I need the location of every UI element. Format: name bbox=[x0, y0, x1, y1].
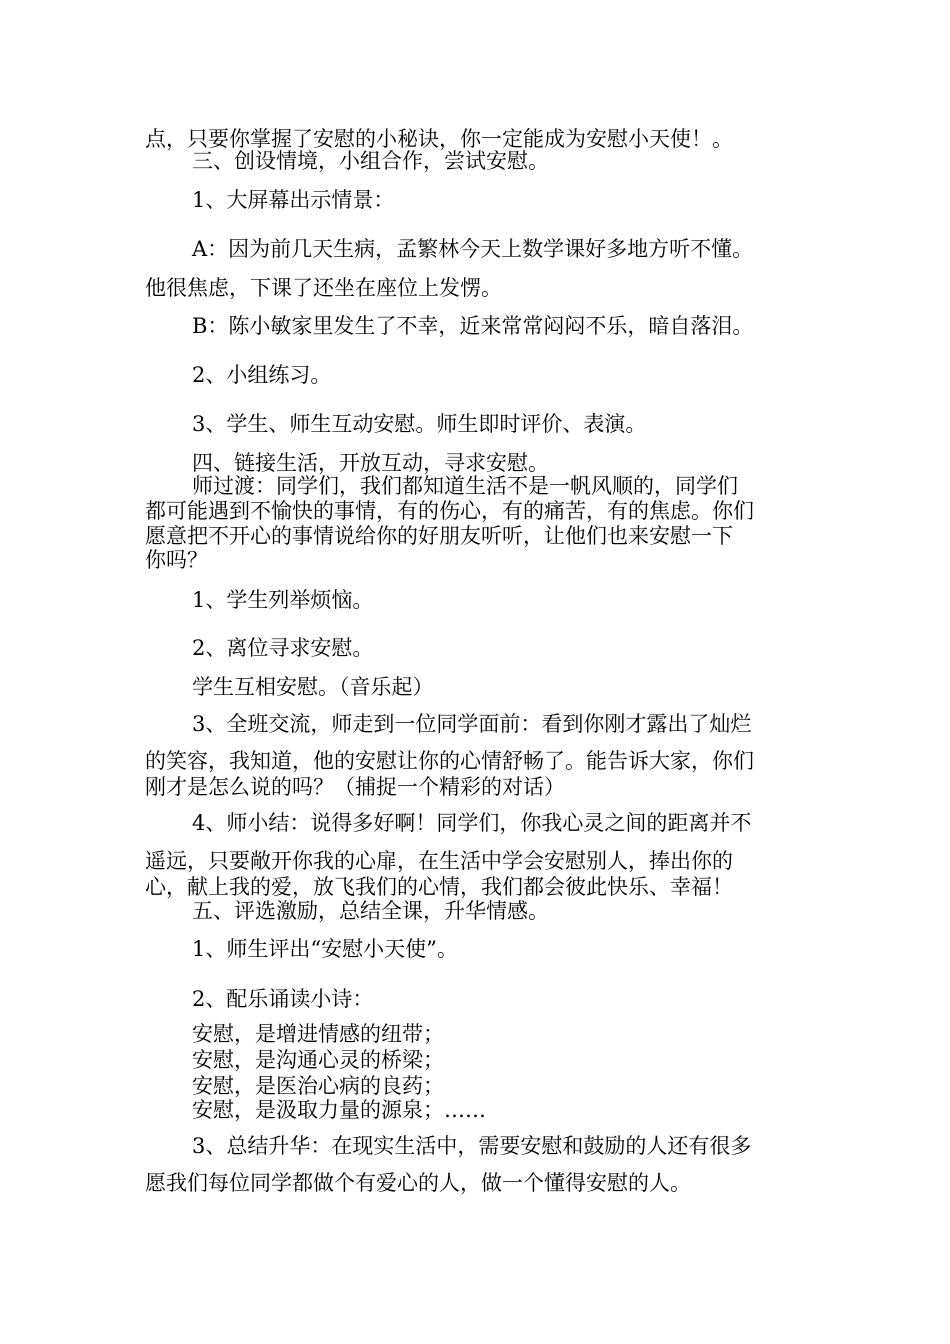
summary-line-1: 4、师小结：说得多好啊！同学们，你我心灵之间的距离并不 bbox=[192, 811, 752, 835]
text-line-1: 点，只要你掌握了安慰的小秘诀，你一定能成为安慰小天使！。 bbox=[145, 127, 733, 151]
text-line-8: 3、学生、师生互动安慰。师生即时评价、表演。 bbox=[192, 412, 647, 436]
poem-line-3: 安慰，是医治心病的良药； bbox=[192, 1074, 444, 1098]
section-heading-5: 五、评选激励，总结全课，升华情感。 bbox=[192, 899, 549, 923]
poem-line-1: 安慰，是增进情感的纽带； bbox=[192, 1022, 444, 1046]
text-line-24: 1、师生评出“安慰小天使”。 bbox=[192, 937, 458, 961]
text-line-15: 2、离位寻求安慰。 bbox=[192, 636, 374, 660]
transition-line-2: 都可能遇到不愉快的事情，有的伤心，有的痛苦，有的焦虑。你们 bbox=[145, 499, 754, 523]
scenario-a-line-1: A：因为前几天生病，孟繁林今天上数学课好多地方听不懂。 bbox=[192, 237, 754, 261]
scenario-b-line: B：陈小敏家里发生了不幸，近来常常闷闷不乐，暗自落泪。 bbox=[192, 314, 754, 338]
exchange-line-1: 3、全班交流，师走到一位同学面前：看到你刚才露出了灿烂 bbox=[192, 712, 752, 736]
text-line-16: 学生互相安慰。（音乐起） bbox=[192, 675, 434, 699]
section-heading-3: 三、创设情境，小组合作，尝试安慰。 bbox=[192, 149, 549, 173]
text-line-7: 2、小组练习。 bbox=[192, 363, 332, 387]
transition-line-4: 你吗？ bbox=[145, 548, 208, 572]
section-heading-4: 四、链接生活，开放互动，寻求安慰。 bbox=[192, 451, 549, 475]
text-line-25: 2、配乐诵读小诗： bbox=[192, 987, 374, 1011]
transition-line-1: 师过渡：同学们，我们都知道生活不是一帆风顺的，同学们 bbox=[192, 474, 738, 498]
poem-line-2: 安慰，是沟通心灵的桥梁； bbox=[192, 1048, 444, 1072]
text-line-3: 1、大屏幕出示情景： bbox=[192, 188, 395, 212]
text-line-14: 1、学生列举烦恼。 bbox=[192, 588, 374, 612]
conclusion-line-2: 愿我们每位同学都做个有爱心的人，做一个懂得安慰的人。 bbox=[145, 1171, 691, 1195]
scenario-a-line-2: 他很焦虑，下课了还坐在座位上发愣。 bbox=[145, 276, 502, 300]
exchange-line-2: 的笑容，我知道，他的安慰让你的心情舒畅了。能告诉大家，你们 bbox=[145, 749, 754, 773]
transition-line-3: 愿意把不开心的事情说给你的好朋友听听，让他们也来安慰一下 bbox=[145, 524, 733, 548]
conclusion-line-1: 3、总结升华：在现实生活中，需要安慰和鼓励的人还有很多 bbox=[192, 1134, 752, 1158]
summary-line-2: 遥远，只要敞开你我的心扉，在生活中学会安慰别人，捧出你的 bbox=[145, 849, 733, 873]
summary-line-3: 心，献上我的爱，放飞我们的心情，我们都会彼此快乐、幸福！ bbox=[145, 875, 733, 899]
poem-line-4: 安慰，是汲取力量的源泉；…… bbox=[192, 1098, 486, 1122]
exchange-line-3: 刚才是怎么说的吗？（捕捉一个精彩的对话） bbox=[145, 775, 565, 799]
